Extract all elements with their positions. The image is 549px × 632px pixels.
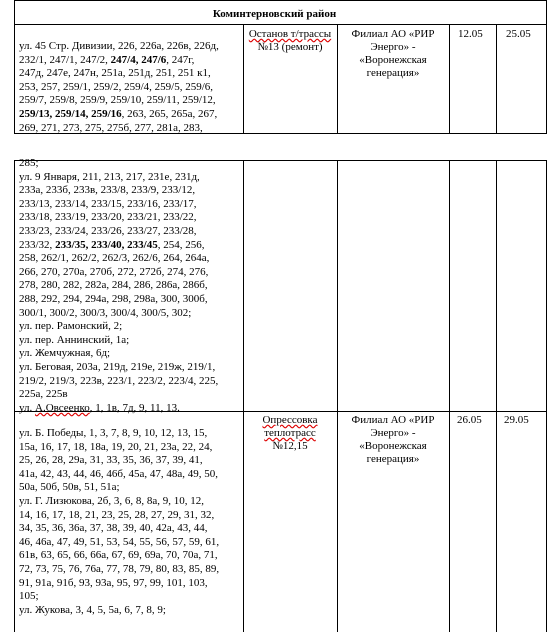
address-3-line: ул. Г. Лизюкова, 2б, 3, 6, 8, 8а, 9, 10, 12, [19, 494, 204, 507]
column-border [546, 0, 547, 133]
org-3-line2: Энерго» - [370, 427, 416, 439]
address-1-line: ул. 45 Стр. Дивизии, 226, 226а, 226в, 226д, [19, 40, 219, 52]
address-2-line: 233/18, 233/19, 233/20, 233/21, 233/22, [19, 211, 197, 224]
organization-3 [339, 414, 447, 466]
work-type-3-line1: Опрессовка [262, 414, 318, 426]
column-border [449, 24, 450, 133]
address-1-line: 232/1, 247/1, 247/2, 247/4, 247/6, 247г, [19, 53, 195, 66]
address-2-line: ул. пер. Аннинский, 1а; [19, 333, 130, 346]
work-type-1-line1: Останов т/трассы [248, 28, 332, 40]
address-2-line: 300/1, 300/2, 300/3, 300/4, 300/5, 302; [19, 306, 192, 319]
address-3-line: 15а, 16, 17, 18, 18а, 19, 20, 21, 23а, 22, 24, [19, 440, 213, 453]
column-border [337, 24, 338, 133]
column-border [496, 24, 497, 133]
column-border [546, 160, 547, 632]
address-3-line: 91, 91а, 91б, 93, 93а, 95, 97, 99, 101, 103, [19, 576, 208, 589]
address-2-line: 258, 262/1, 262/2, 262/3, 262/6, 264, 264а, [19, 252, 210, 265]
column-border [496, 160, 497, 632]
end-date-3: 29.05 [504, 414, 529, 426]
column-border [449, 160, 450, 632]
address-3-line: 50а, 50б, 50в, 51, 51а; [19, 481, 120, 494]
address-3-line: 46, 46а, 47, 49, 51, 53, 54, 55, 56, 57, 59, 61, [19, 535, 220, 548]
section-header-border [14, 24, 547, 25]
address-1-line: 259/7, 259/8, 259/9, 259/10, 259/11, 259/12, [19, 94, 216, 107]
address-2-line: 233/23, 233/24, 233/26, 233/27, 233/28, [19, 224, 197, 237]
address-2-line: ул. пер. Рамонский, 2; [19, 320, 123, 333]
address-2-line: 233а, 233б, 233в, 233/8, 233/9, 233/12, [19, 184, 196, 197]
address-3-line: 25, 26, 28, 29а, 31, 33, 35, 36, 37, 39, 41, [19, 454, 203, 467]
address-2-line: ул. А.Овсеенко, 1, 1в, 7д, 9, 11, 13. [19, 401, 180, 414]
organization-1 [339, 28, 447, 80]
address-3-line: 34, 35, 36, 36а, 37, 38, 39, 40, 42а, 43, 44, [19, 522, 208, 535]
address-2-line: ул. 9 Января, 211, 213, 217, 231е, 231д, [19, 170, 200, 183]
org-1-line1: Филиал АО «РИР [351, 28, 435, 40]
org-1-line2: Энерго» - [370, 41, 416, 53]
address-3-line: ул. Жукова, 3, 4, 5, 5а, 6, 7, 8, 9; [19, 603, 166, 616]
address-3-line: ул. Б. Победы, 1, 3, 7, 8, 9, 10, 12, 13, 15, [19, 427, 208, 439]
address-2-line: ул. Жемчужная, 6д; [19, 347, 111, 360]
column-border [14, 160, 15, 632]
address-2-line: ул. Беговая, 203а, 219д, 219е, 219ж, 219/1, [19, 360, 216, 373]
address-1-line: 253, 257, 259/1, 259/2, 259/4, 259/5, 259/6, [19, 80, 214, 93]
address-3-line: 105; [19, 590, 39, 603]
address-2-line: 225а, 225в [19, 388, 68, 401]
address-2-line: 278, 280, 282, 282а, 284, 286, 286а, 286б, [19, 279, 208, 292]
address-3-line: 41а, 42, 43, 44, 46, 46б, 45а, 47, 48а, 49, 50, [19, 467, 218, 480]
work-type-3-line3: №12,15 [272, 440, 308, 452]
address-list-3 [19, 427, 241, 617]
address-2-line: 233/32, 233/35, 233/40, 233/45, 254, 256, [19, 238, 205, 251]
address-3-line: 14, 16, 17, 18, 21, 23, 25, 28, 27, 29, 31, 32, [19, 508, 215, 521]
address-1-line: 269, 271, 273, 275, 275б, 277, 281а, 283, [19, 121, 203, 134]
address-3-line: 72, 73, 75, 76, 76а, 77, 78, 79, 80, 83, 85, 89, [19, 562, 220, 575]
address-2-line: 219/2, 219/3, 223в, 223/1, 223/2, 223/4, 225, [19, 374, 219, 387]
column-border [14, 0, 15, 133]
org-3-line4: генерация» [366, 453, 420, 465]
org-1-line3: «Воронежская [359, 54, 427, 66]
address-2-line: 285; [19, 157, 39, 169]
end-date-1: 25.05 [506, 28, 531, 40]
org-1-line4: генерация» [366, 67, 420, 79]
org-3-line3: «Воронежская [359, 440, 427, 452]
work-type-1 [245, 28, 335, 54]
address-2-line: 233/13, 233/14, 233/15, 233/16, 233/17, [19, 197, 197, 210]
address-2-line: 266, 270, 270а, 270б, 272, 272б, 274, 276, [19, 265, 209, 278]
address-1-line: 247д, 247е, 247н, 251а, 251д, 251, 251 к1, [19, 67, 211, 80]
work-type-3-line2: теплотрасс [264, 427, 316, 439]
start-date-3: 26.05 [457, 414, 482, 426]
work-type-1-line2: №13 (ремонт) [257, 41, 323, 53]
table-border-top [14, 0, 547, 1]
address-list-2 [19, 157, 241, 415]
section-title: Коминтерновский район [212, 8, 337, 20]
column-border [337, 160, 338, 632]
start-date-1: 12.05 [458, 28, 483, 40]
address-3-line: 61в, 63, 65, 66, 66а, 67, 69, 69а, 70, 70а, 71, [19, 549, 218, 562]
address-1-line: 259/13, 259/14, 259/16, 263, 265, 265а, 267, [19, 107, 218, 120]
column-border [243, 160, 244, 632]
org-3-line1: Филиал АО «РИР [351, 414, 435, 426]
column-border [243, 24, 244, 133]
work-type-3 [245, 414, 335, 453]
address-list-1 [19, 40, 241, 135]
address-2-line: 288, 292, 294, 294а, 298, 298а, 300, 300б, [19, 292, 208, 305]
